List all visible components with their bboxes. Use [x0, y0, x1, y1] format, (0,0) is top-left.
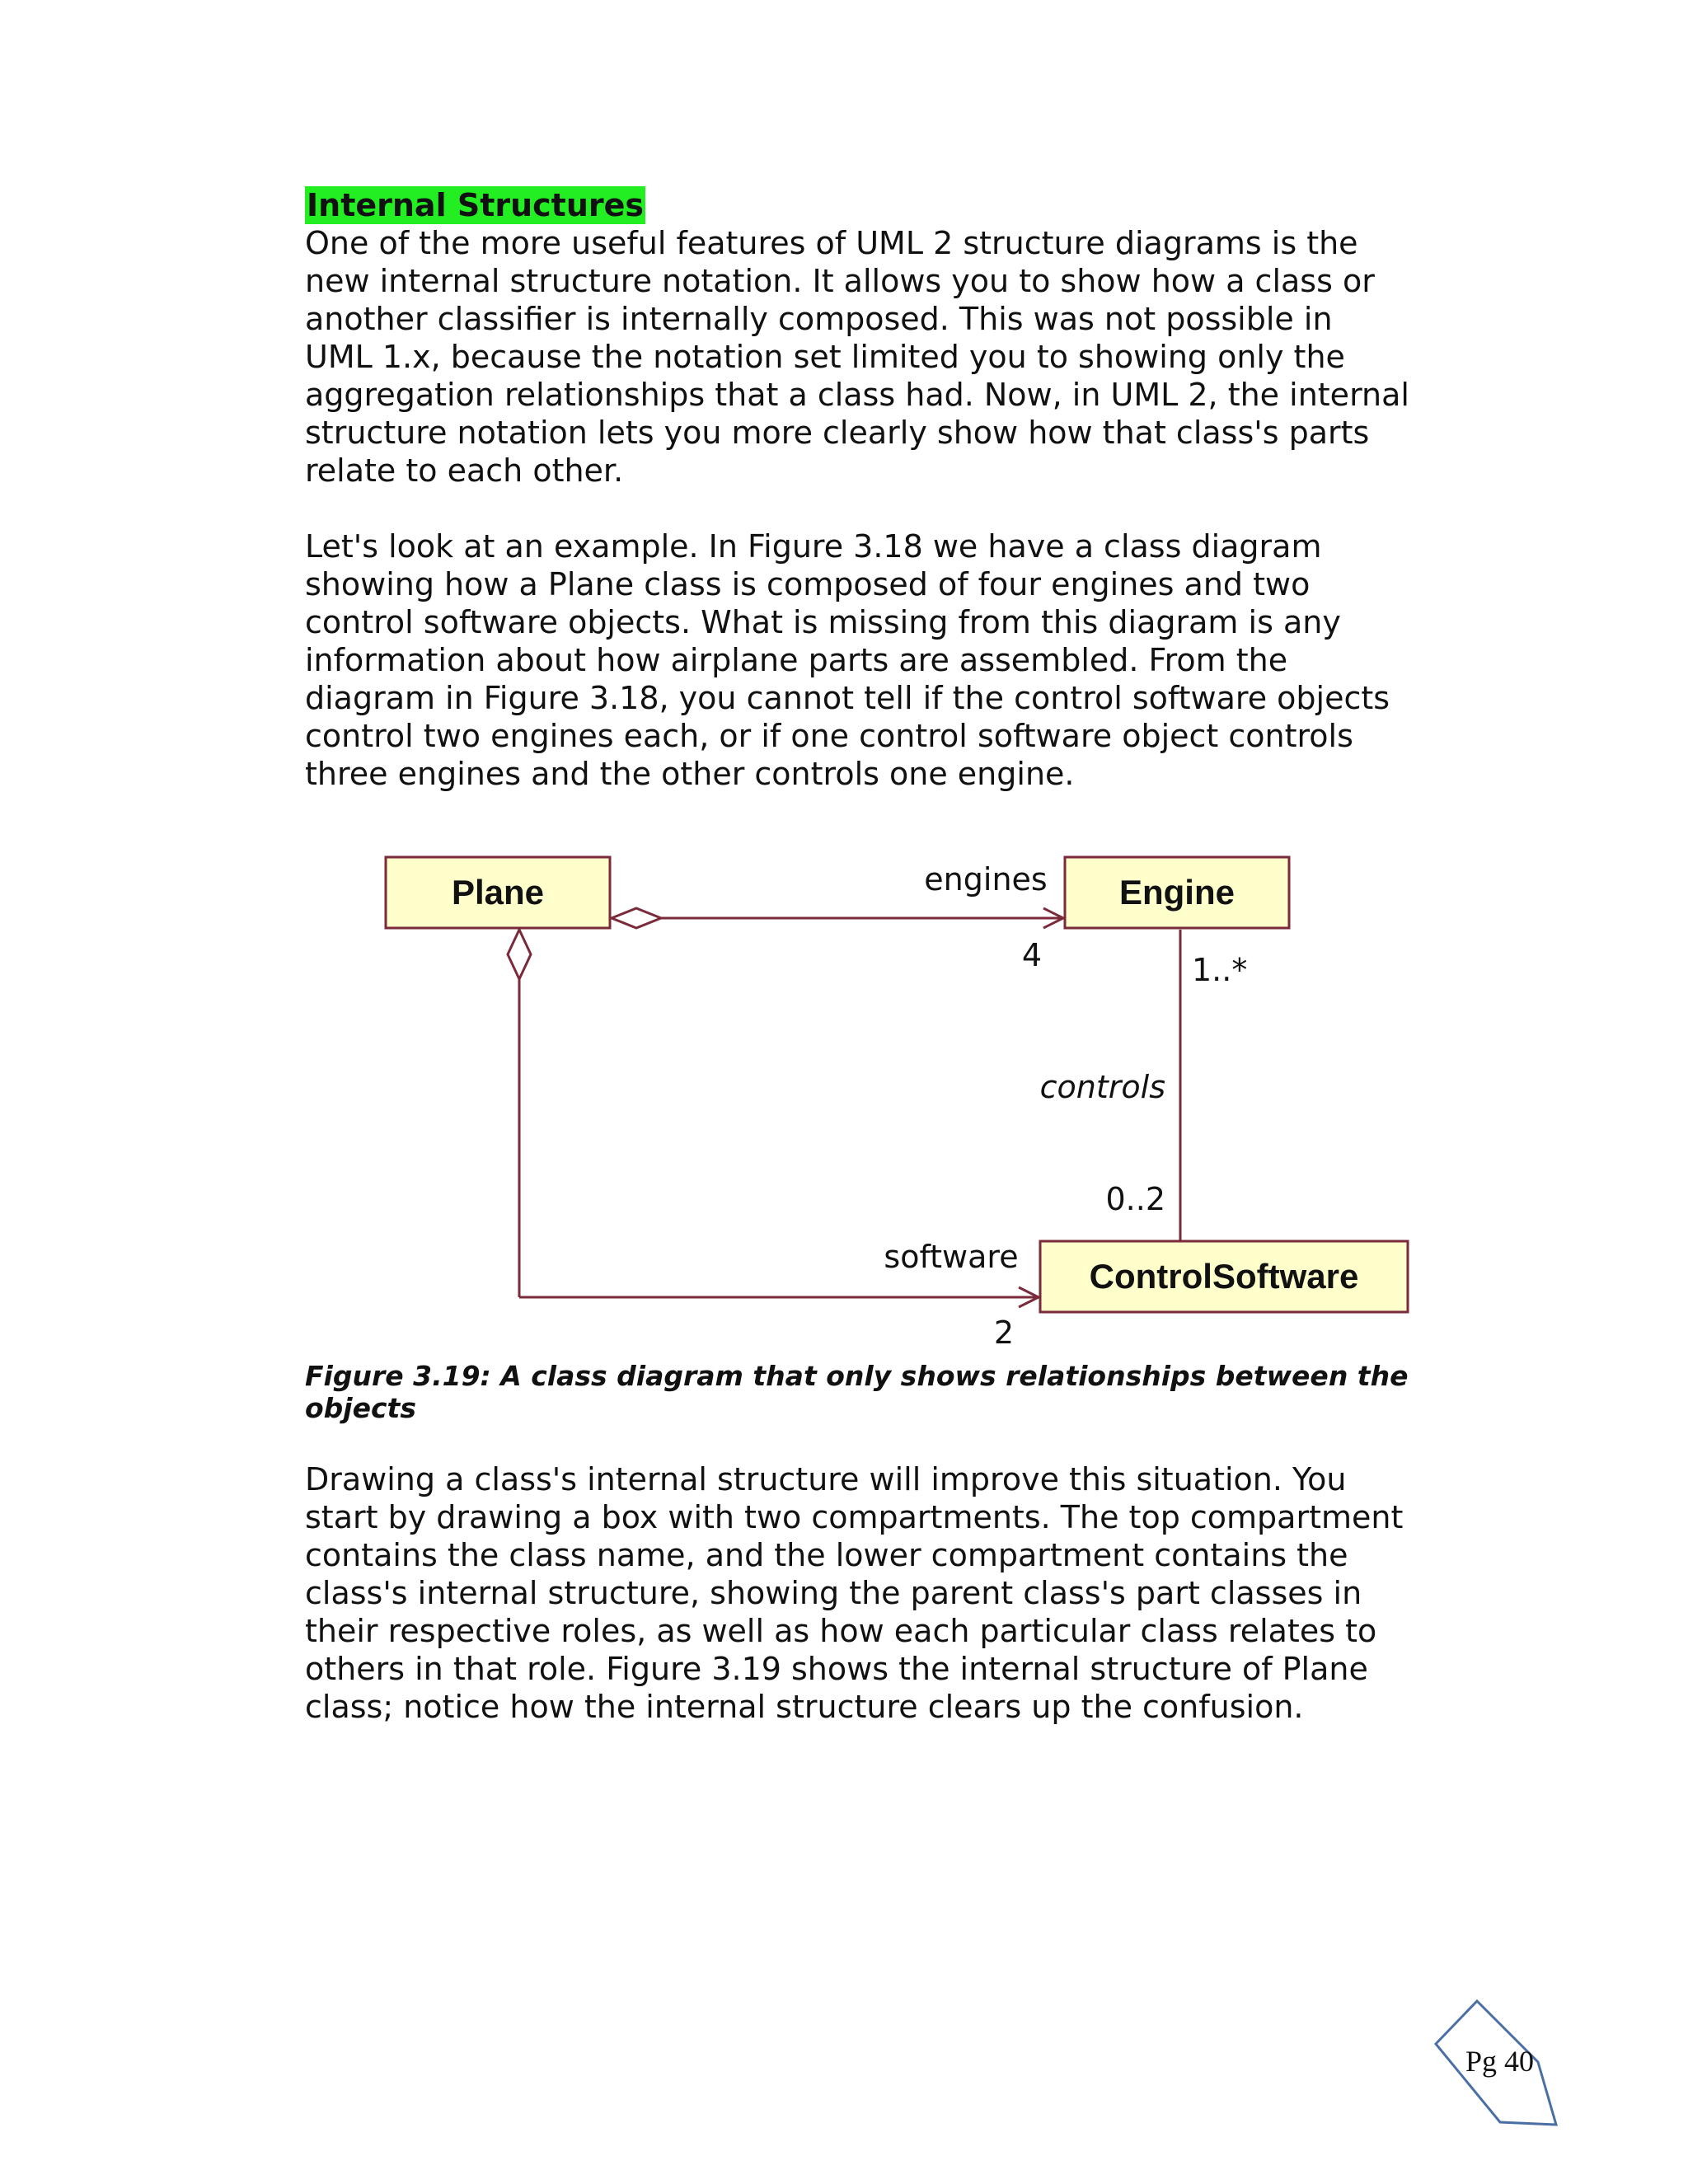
engines-role-label: engines: [924, 861, 1048, 898]
control-software-class-name: ControlSoftware: [1089, 1257, 1359, 1296]
figure-caption: Figure 3.19: A class diagram that only shows relationships between the objects: [305, 1360, 1409, 1424]
page-number: Pg 40: [1465, 2045, 1535, 2078]
software-multiplicity-label: 2: [993, 1315, 1015, 1351]
engine-class-name: Engine: [1118, 873, 1236, 912]
section-heading: Internal Structures: [307, 187, 645, 223]
page-body: [305, 186, 1409, 793]
controls-label: controls: [1039, 1069, 1165, 1105]
control-software-class-box: [1040, 1241, 1408, 1312]
engine-multiplicity-label: 1..*: [1192, 952, 1248, 988]
class-diagram: [379, 849, 1418, 1360]
engines-multiplicity-label: 4: [1021, 937, 1043, 973]
page-number-badge: [1426, 1994, 1566, 2135]
plane-class-box: [386, 857, 610, 928]
paragraph-internal-structure: Drawing a class's internal structure will improve this situation. You start by drawing a box with two compartments. The top compartment contains the class name, and the lower compartment contains the class's internal structure, showing the parent class's part classes in their respective roles, as well as how each particular class relates to others in that role. Figure 3.19 shows the internal structure of Plane class; notice how the internal structure clears up the confusion.: [305, 1461, 1404, 1725]
paragraph-example: Let's look at an example. In Figure 3.18 we have a class diagram showing how a Plane class is composed of four engines and two control software objects. What is missing from this diagram is any information about how airplane parts are assembled. From the diagram in Figure 3.18, you cannot tell if the control software objects control two engines each, or if one control software object controls three engines and the other controls one engine.: [305, 528, 1390, 792]
plane-class-name: Plane: [451, 873, 545, 912]
software-role-label: software: [884, 1239, 1019, 1275]
paragraph-intro: One of the more useful features of UML 2 structure diagrams is the new internal structure notation. It allows you to show how a class or another classifier is internally composed. This was not possible in UML 1.x, because the notation set limited you to showing only the aggregation relationships that a class had. Now, in UML 2, the internal structure notation lets you more clearly show how that class's parts relate to each other.: [305, 225, 1409, 489]
engine-class-box: [1065, 857, 1289, 928]
controls-multiplicity-label: 0..2: [1105, 1181, 1165, 1217]
engines-association: [612, 908, 1063, 928]
